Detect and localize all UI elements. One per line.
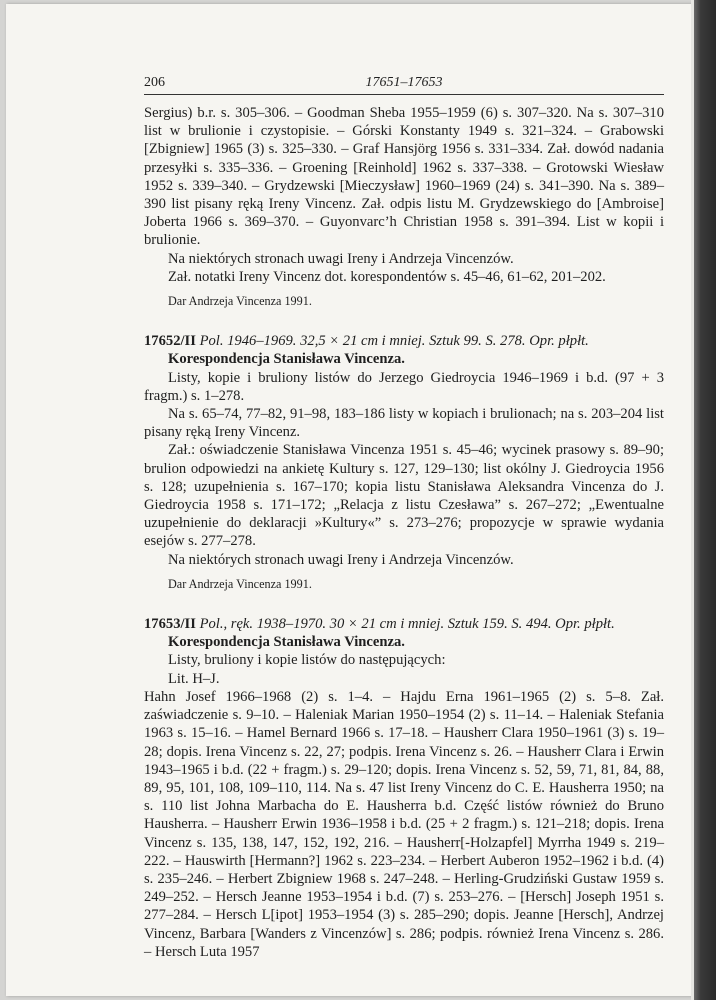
- paragraph: Na niektórych stronach uwagi Ireny i Andrzeja Vincenzów.: [168, 250, 514, 267]
- catalog-content: [144, 104, 664, 961]
- paragraph: Na niektórych stronach uwagi Ireny i Andrzeja Vincenzów.: [168, 551, 514, 568]
- entry-17652: [144, 332, 664, 593]
- paragraph: Zał.: oświadczenie Stanisława Vincenza 1951 s. 45–46; wycinek prasowy s. 89–90; brulion odpowiedzi na ankietę Kultury s. 127, 129–130; list okólny J. Giedroycia 1956 s. 128; uzupełnienia s. 167–170; kopia listu Stanisława Aleksandra Vincenza do J. Giedroycia 1958 s. 171–172; „Relacja z listu Czesława” s. 267–272; „Ewentualne uzupełnienie do deklaracji »Kultury«” s. 273–276; propozycje w sprawie wydania esejów s. 277–278.: [144, 442, 664, 550]
- entry-description: Pol. 1946–1969. 32,5 × 21 cm i mniej. Sztuk 99. S. 278. Opr. płpłt.: [199, 333, 589, 350]
- paragraph: Hahn Josef 1966–1968 (2) s. 1–4. – Hajdu Erna 1961–1965 (2) s. 5–8. Zał. zaświadczenie s. 9–10. – Haleniak Marian 1950–1954 (2) s. 11–14. – Haleniak Stefania 1963 s. 15–16. – Hamel Bernard 1966 s. 17–18. – Hausherr Clara 1950–1961 (3) s. 19–28; dopis. Irena Vincenz s. 22, 27; podpis. Irena Vincenz s. 26. – Hausherr Clara i Erwin 1943–1965 i b.d. (22 + fragm.) s. 29–120; dopis. Irena Vincenz s. 52, 59, 71, 81, 84, 88, 89, 95, 101, 108, 109–110, 114. Na s. 47 list Ireny Vincenz do C. E. Hausherra 1950; na s. 110 list Johna Marbacha do E. Hausherra b.d. Część listów również do Bruno Hausherra. – Hausherr Erwin 1936–1958 i b.d. (25 + 2 fragm.) s. 121–218; dopis. Irena Vincenz s. 135, 138, 147, 152, 192, 216. – Hausherr[-Holzapfel] Myrrha 1949 s. 219–222. – Hauswirth [Hermann?] 1962 s. 223–234. – Herbert Auberon 1952–1962 i b.d. (4) s. 235–246. – Herbert Zbigniew 1968 s. 247–248. – Herling-Grudziński Gustaw 1959 s. 249–252. – Hersch Jeanne 1953–1954 i b.d. (7) s. 253–276. – [Hersch] Joseph 1951 s. 277–284. – Hersch L[ipot] 1953–1954 (3) s. 285–290; dopis. Jeanne [Hersch], Andrzej Vincenz, Barbara [Wanders z Vincenzów] s. 286; podpis. również Irena Vincenz s. 286. – Hersch Luta 1957: [144, 688, 664, 960]
- entry-title: Korespondencja Stanisława Vincenza.: [168, 634, 405, 651]
- entry-17651-continuation: [144, 104, 664, 310]
- book-page: [6, 4, 693, 996]
- entry-signature: 17653/II: [144, 616, 196, 633]
- provenance-note: Dar Andrzeja Vincenza 1991.: [168, 576, 312, 591]
- paragraph: Listy, kopie i bruliony listów do Jerzego Giedroycia 1946–1969 i b.d. (97 + 3 fragm.) s. 1–278.: [144, 369, 664, 404]
- paragraph: Zał. notatki Ireny Vincenz dot. korespondentów s. 45–46, 61–62, 201–202.: [168, 268, 606, 285]
- page-number: 206: [144, 75, 165, 90]
- scan-border: [694, 0, 716, 1000]
- entry-heading: [144, 332, 664, 350]
- entry-17653: [144, 615, 664, 961]
- provenance-note: Dar Andrzeja Vincenza 1991.: [168, 294, 312, 309]
- entry-signature: 17652/II: [144, 333, 196, 350]
- entry-description: Pol., ręk. 1938–1970. 30 × 21 cm i mniej. Sztuk 159. S. 494. Opr. płpłt.: [199, 616, 615, 633]
- paragraph: Listy, bruliony i kopie listów do następujących:: [168, 652, 446, 669]
- page-header: [144, 74, 664, 95]
- paragraph: Lit. H–J.: [168, 670, 220, 687]
- running-head: 17651–17653: [365, 75, 443, 90]
- entry-title: Korespondencja Stanisława Vincenza.: [168, 351, 405, 368]
- paragraph: Sergius) b.r. s. 305–306. – Goodman Sheba 1955–1959 (6) s. 307–320. Na s. 307–310 list w brulionie i czystopisie. – Górski Konstanty 1949 s. 321–324. – Grabowski [Zbigniew] 1965 (3) s. 325–330. – Graf Hansjörg 1956 s. 331–334. Zał. dowód nadania przesyłki s. 335–336. – Groening [Reinhold] 1962 s. 337–338. – Grotowski Wiesław 1952 s. 339–340. – Grydzewski [Mieczysław] 1960–1969 (24) s. 341–390. Na s. 389–390 list pisany ręką Ireny Vincenz. Zał. odpis listu M. Grydzewskiego do [Ambroise] Joberta 1966 s. 369–370. – Guyonvarc’h Christian 1958 s. 391–394. List w kopii i brulionie.: [144, 105, 664, 249]
- paragraph: Na s. 65–74, 77–82, 91–98, 183–186 listy w kopiach i brulionach; na s. 203–204 list pisany ręką Ireny Vincenz.: [144, 406, 664, 441]
- entry-heading: [144, 615, 664, 633]
